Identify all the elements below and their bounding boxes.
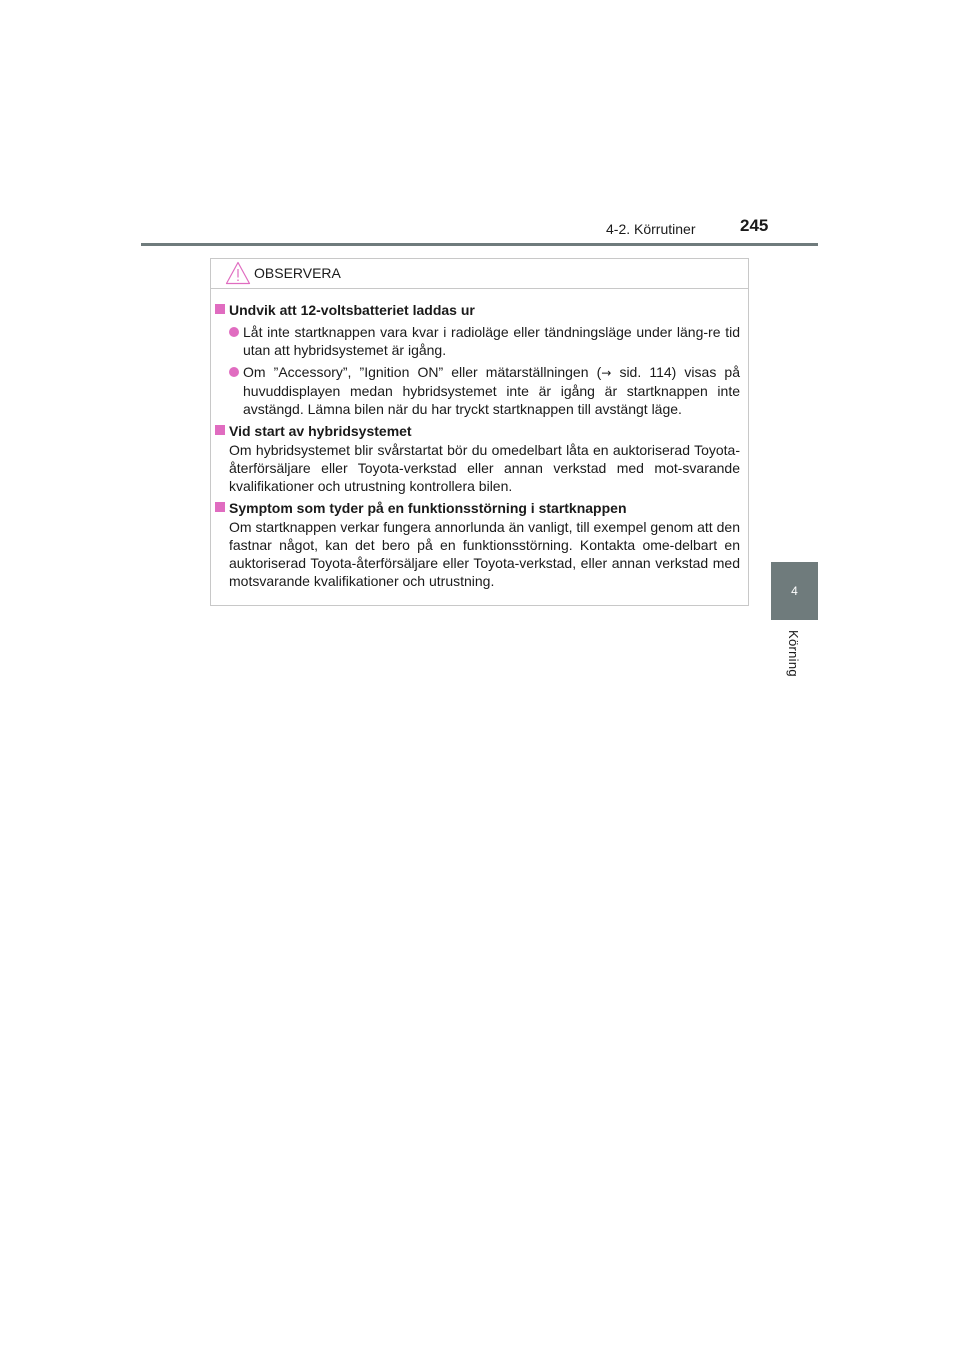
section-title: 4-2. Körrutiner	[606, 221, 696, 237]
round-bullet-icon	[229, 367, 239, 377]
bullet-item	[229, 323, 740, 359]
item-heading: Vid start av hybridsystemet	[229, 422, 740, 440]
round-bullet-icon	[229, 327, 239, 337]
warning-triangle-icon	[225, 261, 251, 285]
notice-body	[211, 301, 748, 590]
square-bullet-icon	[215, 425, 225, 435]
arrow-icon: →	[601, 366, 612, 380]
notice-box	[210, 258, 749, 606]
chapter-number: 4	[791, 584, 798, 598]
item-text: Om startknappen verkar fungera annorlunda än vanligt, till exempel genom att den fastnar något, kan det bero på en funktionsstörning. Kontakta ome-delbart en auktoriserad Toyota-återförsäljare eller Toyota-verkstad, eller annan verkstad med motsvarande kvalifikationer och utrustning.	[229, 519, 740, 589]
notice-item	[211, 301, 748, 418]
notice-header	[211, 259, 748, 289]
bullet-text: Låt inte startknappen vara kvar i radioläge eller tändningsläge under läng-re tid utan att hybridsystemet är igång.	[243, 324, 740, 358]
page-number: 245	[740, 216, 769, 235]
notice-item	[211, 499, 748, 590]
bullet-text: Om ”Accessory”, ”Ignition ON” eller mätarställningen (→ sid. 114) visas på huvuddisplayen medan hybridsystemet inte är igång är startknappen inte avstängd. Lämna bilen när du har tryckt startknappen till avstängt läge.	[243, 364, 740, 417]
bullet-item	[229, 363, 740, 418]
notice-item	[211, 422, 748, 495]
chapter-tab	[771, 562, 818, 620]
item-heading: Undvik att 12-voltsbatteriet laddas ur	[229, 301, 740, 319]
notice-title: OBSERVERA	[254, 265, 341, 281]
square-bullet-icon	[215, 502, 225, 512]
item-heading: Symptom som tyder på en funktionsstörning i startknappen	[229, 499, 740, 517]
item-text: Om hybridsystemet blir svårstartat bör du omedelbart låta en auktoriserad Toyota-återförsäljare eller Toyota-verkstad eller annan verkstad med mot-svarande kvalifikationer och utrustning kontrollera bilen.	[229, 442, 740, 494]
chapter-label: Körning	[786, 630, 801, 677]
header-divider	[141, 243, 818, 246]
square-bullet-icon	[215, 304, 225, 314]
